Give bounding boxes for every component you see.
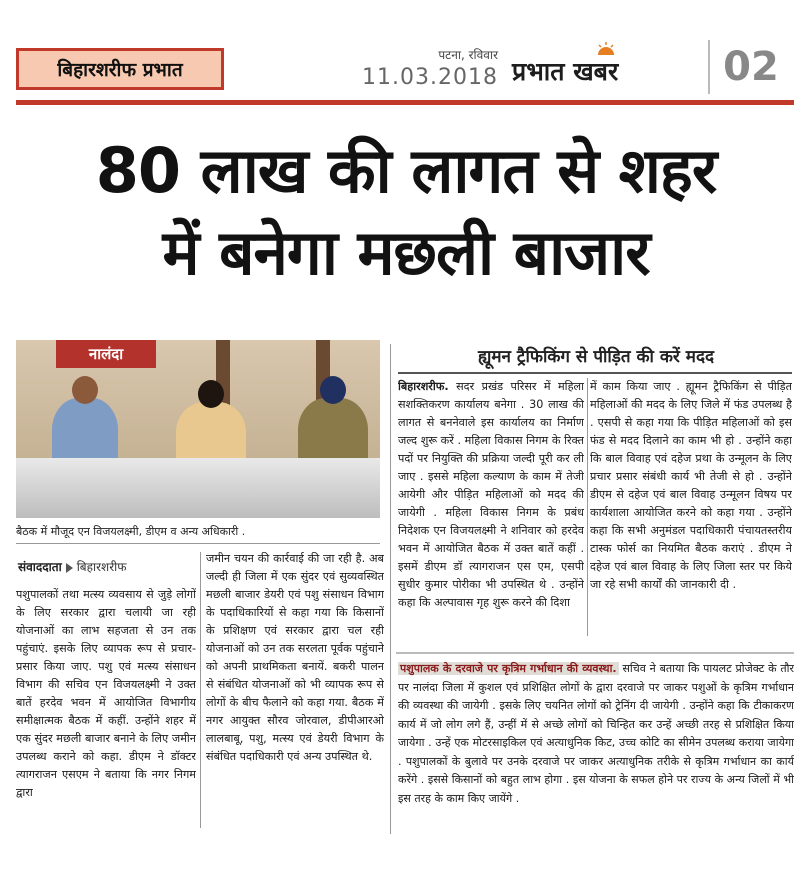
- column-divider: [390, 344, 391, 834]
- photo-person-head: [320, 376, 346, 404]
- photo-person-head: [72, 376, 98, 404]
- headline-line-2: में बनेगा मछली बाजार: [162, 216, 650, 289]
- sub-story-text-1: सदर प्रखंड परिसर में महिला सशक्तिकरण कार्यालय बनेगा . 30 लाख की लागत से बननेवाले इस कार्यालय का निर्माण जल्द शुरू करें . महिला विकास निगम के रिक्त पदों पर नियुक्ति की प्रक्रिया जल्दी पूरी कर ली जाए . इससे महिला कल्याण के काम में तेजी आयेगी और पीड़ित महिलाओं को मदद की जायेगी . महिला विकास निगम के प्रबंध निदेशक एन विजयलक्ष्मी ने शनिवार को हरदेव भवन में आयोजित बैठक में उक्त बातें कहीं . इसमें डीएम डॉ त्यागराजन एस एम, एसपी सुधीर कुमार पोरीका भी उपस्थित थे . उन्होंने कहा कि अल्पावास गृह शुरू करने की दिशा: [398, 380, 584, 609]
- sun-icon: [596, 42, 616, 56]
- sub-story-headline: ह्यूमन ट्रैफिकिंग से पीड़ित की करें मदद: [477, 347, 715, 367]
- highlight-box-text: [398, 660, 794, 830]
- main-story-column-1: पशुपालकों तथा मत्स्य व्यवसाय से जुड़े लोगों के लिए सरकार द्वारा चलायी जा रही योजनाओं का लाभ सहजता से उन तक पहुंचाएं. इसके लिए व्यापक रूप से प्रचार-प्रसार किया जाए. पशु एवं मत्स्य संसाधन विभाग की सचिव एन विजयलक्ष्मी ने उक्त बातें हरदेव भवन में आयोजित विभागीय समीक्षात्मक बैठक में कहीं. उन्होंने शहर में एक सुंदर मछली बाजार बनाने के लिए जमीन उपलब्ध कराने को कहा. डीएम ने डॉक्टर त्यागराजन एसएम ने बताया कि नगर निगम द्वारा: [16, 588, 196, 799]
- sub-story-column-1: [398, 378, 584, 638]
- edition-label: [16, 48, 224, 90]
- column-divider: [587, 378, 588, 636]
- main-story-column-2: जमीन चयन की कार्रवाई की जा रही है. अब जल्दी ही जिला में एक सुंदर एवं सुव्यवस्थित मछली बाजार डेयरी एवं पशु संसाधन विभाग के पदाधिकारियों से कहा गया कि किसानों के प्रशिक्षण एवं सरकार द्वारा चल रही योजनाओं को उन तक सरलता पूर्वक पहुंचाने को अपनी प्राथमिकता बनायें. बकरी पालन से संबंधित योजनाओं को भी व्यापक रूप से लोगों के बीच फैलाने को कहा गया. बैठक में नगर आयुक्त सौरव जोरवाल, डीपीआरओ लालबाबू, पशु, मत्स्य एवं डेयरी विभाग के संबंधित पदाधिकारी एवं अन्य उपस्थित थे.: [206, 552, 384, 763]
- photo-caption: बैठक में मौजूद एन विजयलक्ष्मी, डीएम व अन्य अधिकारी .: [16, 520, 380, 544]
- masthead-rule: [16, 100, 794, 105]
- photo-person-head: [198, 380, 224, 408]
- page-number-box: [708, 40, 792, 94]
- byline: [18, 558, 198, 575]
- headline-line-1: 80 लाख की लागत से शहर: [95, 134, 717, 207]
- byline-place: बिहारशरीफ: [76, 560, 127, 574]
- issue-date: 11.03.2018: [362, 65, 498, 90]
- meeting-photo: [16, 340, 380, 518]
- triangle-icon: [66, 563, 73, 573]
- city-day: पटना, रविवार: [438, 48, 498, 62]
- column-divider: [200, 552, 201, 828]
- sub-story-rule: [398, 372, 792, 374]
- main-headline: [16, 130, 796, 294]
- edition-title: बिहारशरीफ प्रभात: [57, 59, 183, 81]
- sub-story-column-2: में काम किया जाए . ह्यूमन ट्रैफिकिंग से पीड़ित महिलाओं की मदद के लिए जिले में फंड उपलब्ध है . एसपी से कहा गया कि पीड़ित महिलाओं को इस फंड से मदद दिलाने का काम भी हो . उन्होंने कहा कि बाल विवाह एवं दहेज प्रथा के उन्मूलन के लिए प्रचार प्रसार संबंधी कार्य भी तेजी से हो . उन्होंने डीएम से दहेज एवं बाल विवाह उन्मूलन विषय पर कार्यशाला आयोजित करने को कहा गया . उन्होंने कहा कि सभी अनुमंडल पदाधिकारी पंचायतस्तरीय टास्क फोर्स का नियमित बैठक कराएं . डीएम ने दहेज एवं बाल विवाह के लिए जिला स्तर पर किये जा रहे सभी कार्यों की जानकारी दी .: [590, 380, 792, 591]
- page-number: 02: [723, 44, 779, 90]
- box-lead: पशुपालक के दरवाजे पर कृत्रिम गर्भाधान की व्यवस्था.: [400, 662, 617, 675]
- box-body: सचिव ने बताया कि पायलट प्रोजेक्ट के तौर पर नालंदा जिला में कुशल एवं प्रशिक्षित लोगों के द्वारा दरवाजे पर जाकर पशुओं के कृत्रिम गर्भाधान की व्यवस्था की जायेगी . इसके लिए चयनित लोगों को ट्रेनिंग दी जायेगी . उन्होंने कहा कि टीकाकरण कार्य में जो लोग लगे हैं, उन्हीं में से अच्छे लोगों को चिन्हित कर उन्हें अच्छी तरह से प्रशिक्षित किया जायेगा . उन्हें एक मोटरसाइकिल एवं अत्याधुनिक किट, उच्च कोटि का सीमेन उपलब्ध कराया जायेगा . पशुपालकों के बुलावे पर उनके दरवाजे पर जाकर अत्याधुनिक तरीके से कृत्रिम गर्भाधान का कार्य करेंगे . इससे किसानों को बहुत लाभ होगा . इस योजना के सफल होने पर राज्य के अन्य जिलों में भी इस तरह के काम किए जायेंगे .: [398, 662, 794, 805]
- photo-banner: नालंदा: [56, 340, 156, 368]
- sub-story-dateline: बिहारशरीफ.: [398, 380, 449, 393]
- newspaper-logo: [512, 50, 698, 92]
- byline-author: संवाददाता: [18, 560, 62, 574]
- dateline-block: [362, 46, 498, 90]
- logo-text: प्रभात खबर: [512, 57, 619, 86]
- photo-table: [16, 458, 380, 518]
